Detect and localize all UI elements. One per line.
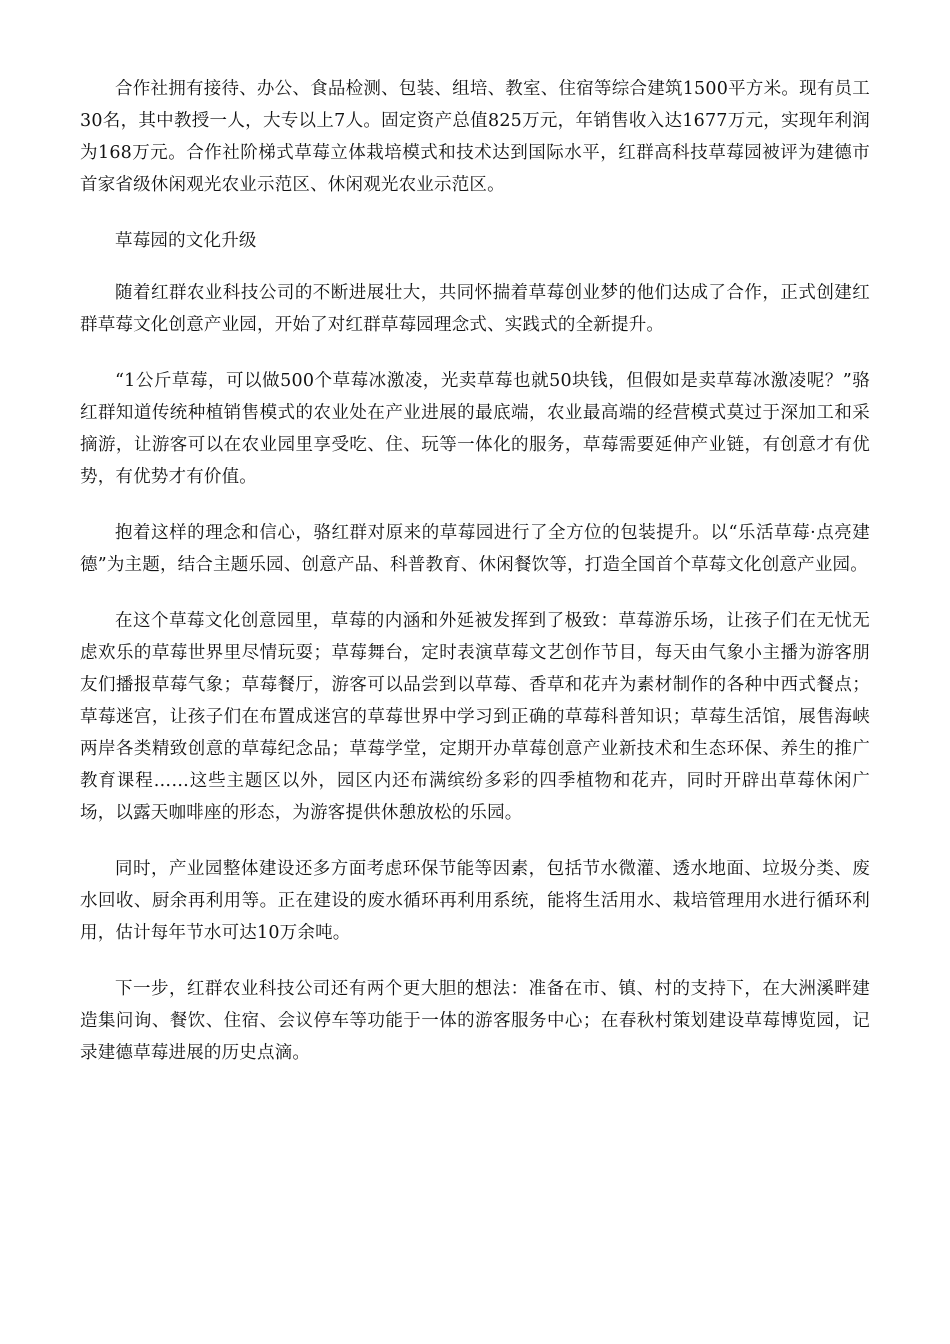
paragraph-future-plans: 下一步，红群农业科技公司还有两个更大胆的想法：准备在市、镇、村的支持下，在大洲溪畔建造集问询、餐饮、住宿、会议停车等功能于一体的游客服务中心；在春秋村策划建设草莓博览园，记录建德草莓进展的历史点滴。 — [80, 979, 870, 1063]
paragraph-theme-zones: 在这个草莓文化创意园里，草莓的内涵和外延被发挥到了极致：草莓游乐场，让孩子们在无忧无虑欢乐的草莓世界里尽情玩耍；草莓舞台，定时表演草莓文艺创作节目，每天由气象小主播为游客朋友们播报草莓气象；草莓餐厅，游客可以品尝到以草莓、香草和花卉为素材制作的各种中西式餐点；草莓迷宫，让孩子们在布置成迷宫的草莓世界中学习到正确的草莓科普知识；草莓生活馆，展售海峡两岸各类精致创意的草莓纪念品；草莓学堂，定期开办草莓创意产业新技术和生态环保、养生的推广教育课程……这些主题区以外，园区内还布满缤纷多彩的四季植物和花卉，同时开辟出草莓休闲广场，以露天咖啡座的形态，为游客提供休憩放松的乐园。 — [80, 611, 870, 823]
paragraph-cooperative-facilities: 合作社拥有接待、办公、食品检测、包装、组培、教室、住宿等综合建筑1500平方米。现有员工30名，其中教授一人，大专以上7人。固定资产总值825万元，年销售收入达1677万元，实现年利润为168万元。合作社阶梯式草莓立体栽培模式和技术达到国际水平，红群高科技草莓园被评为建德市首家省级休闲观光农业示范区、休闲观光农业示范区。 — [80, 79, 870, 195]
paragraph-company-growth: 随着红群农业科技公司的不断进展壮大，共同怀揣着草莓创业梦的他们达成了合作，正式创建红群草莓文化创意产业园，开始了对红群草莓园理念式、实践式的全新提升。 — [80, 283, 870, 335]
paragraph-theme-upgrade: 抱着这样的理念和信心，骆红群对原来的草莓园进行了全方位的包装提升。以“乐活草莓·点亮建德”为主题，结合主题乐园、创意产品、科普教育、休闲餐饮等，打造全国首个草莓文化创意产业园。 — [80, 523, 870, 575]
paragraph-ice-cream-quote: “1公斤草莓，可以做500个草莓冰激凌，光卖草莓也就50块钱，但假如是卖草莓冰激凌呢？”骆红群知道传统种植销售模式的农业处在产业进展的最底端，农业最高端的经营模式莫过于深加工和采摘游，让游客可以在农业园里享受吃、住、玩等一体化的服务，草莓需要延伸产业链，有创意才有优势，有优势才有价值。 — [80, 371, 870, 487]
section-heading-culture-upgrade: 草莓园的文化升级 — [115, 231, 257, 251]
paragraph-eco-design: 同时，产业园整体建设还多方面考虑环保节能等因素，包括节水微灌、透水地面、垃圾分类、废水回收、厨余再利用等。正在建设的废水循环再利用系统，能将生活用水、栽培管理用水进行循环利用，估计每年节水可达10万余吨。 — [80, 859, 870, 943]
